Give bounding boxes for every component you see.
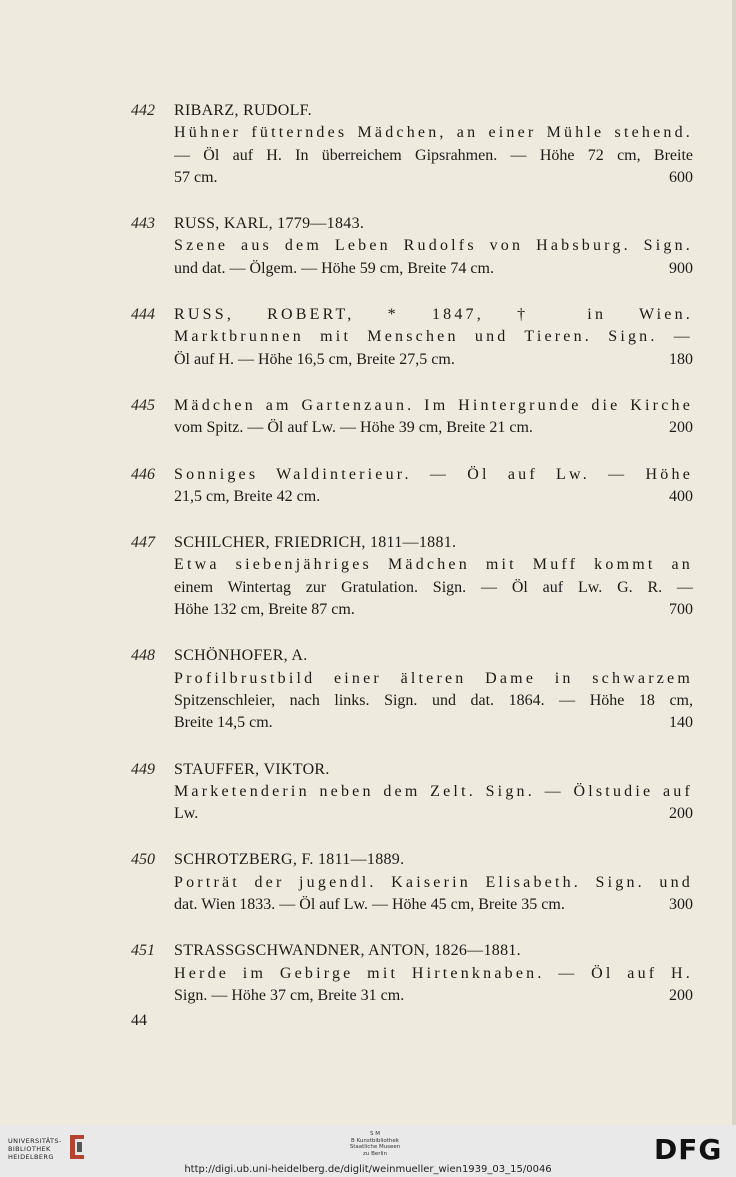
price: 400 xyxy=(669,487,693,505)
entry-text: 57 cm. xyxy=(174,168,218,186)
catalog-entry xyxy=(0,940,736,1007)
entry-text: Sign. — Höhe 37 cm, Breite 31 cm. xyxy=(174,986,405,1004)
entry-text: Marktbrunnen mit Menschen und Tieren. Sign. — xyxy=(174,328,693,346)
lot-number: 442 xyxy=(131,102,155,119)
entry-final-line xyxy=(174,349,693,371)
entry-text: Mädchen am Gartenzaun. Im Hintergrunde die Kirche xyxy=(174,396,693,414)
entry-text: Höhe 132 cm, Breite 87 cm. xyxy=(174,601,355,619)
catalog-entries xyxy=(0,100,736,1031)
entry-final-line xyxy=(174,599,693,621)
entry-final-line xyxy=(174,985,693,1007)
price: 180 xyxy=(669,350,693,368)
entry-text: Hühner fütterndes Mädchen, an einer Mühle stehend. xyxy=(174,124,693,142)
entry-final-line xyxy=(174,167,693,189)
entry-final-line xyxy=(174,486,693,508)
lot-number: 451 xyxy=(131,942,155,960)
price: 900 xyxy=(669,259,693,277)
entry-text: Profilbrustbild einer älteren Dame in schwarzem xyxy=(174,669,693,687)
artist-heading: STRASSGSCHWANDNER, ANTON, 1826—1881. xyxy=(174,942,521,960)
lot-number: 450 xyxy=(131,851,155,869)
entry-text: und dat. — Ölgem. — Höhe 59 cm, Breite 74 cm. xyxy=(174,259,494,277)
price: 140 xyxy=(669,714,693,732)
catalog-entry xyxy=(0,395,736,440)
lot-number: 443 xyxy=(131,215,155,233)
catalog-entry xyxy=(0,759,736,826)
entry-final-line xyxy=(174,803,693,825)
entry-text: RUSS, ROBERT, * 1847, † in Wien. xyxy=(174,306,693,324)
entry-final-line xyxy=(174,712,693,734)
dfg-logo: DFG xyxy=(654,1133,723,1166)
entry-text: Breite 14,5 cm. xyxy=(174,714,273,732)
entry-text: Marketenderin neben dem Zelt. Sign. — Ölstudie auf xyxy=(174,782,693,800)
kunstbibliothek-label: S M B Kunstbibliothek Staatliche Museen zu Berlin xyxy=(349,1131,401,1157)
catalog-entry xyxy=(0,645,736,734)
artist-heading: RIBARZ, RUDOLF. xyxy=(174,102,312,119)
university-library-logo: UNIVERSITÄTS- BIBLIOTHEK HEIDELBERG xyxy=(8,1137,62,1161)
page-number: 44 xyxy=(131,1012,147,1029)
entry-text: einem Wintertag zur Gratulation. Sign. — Öl auf Lw. G. R. — xyxy=(174,578,693,596)
entry-final-line xyxy=(174,417,693,439)
entry-final-line xyxy=(174,258,693,280)
catalog-entry xyxy=(0,464,736,509)
lot-number: 446 xyxy=(131,465,155,483)
entry-final-line xyxy=(174,894,693,916)
lot-number: 445 xyxy=(131,396,155,414)
entry-text: Szene aus dem Leben Rudolfs von Habsburg. Sign. xyxy=(174,237,693,255)
price: 200 xyxy=(669,986,693,1004)
lot-number: 448 xyxy=(131,647,155,665)
price: 600 xyxy=(669,168,693,186)
catalog-entry xyxy=(0,304,736,371)
catalog-entry xyxy=(0,213,736,280)
entry-text: Porträt der jugendl. Kaiserin Elisabeth. Sign. und xyxy=(174,873,693,891)
price: 300 xyxy=(669,896,693,914)
catalog-entry xyxy=(0,849,736,916)
entry-text: Sonniges Waldinterieur. — Öl auf Lw. — Höhe xyxy=(174,465,693,483)
catalog-entry xyxy=(0,100,736,189)
entry-text: Öl auf H. — Höhe 16,5 cm, Breite 27,5 cm. xyxy=(174,350,455,368)
entry-text: 21,5 cm, Breite 42 cm. xyxy=(174,487,321,505)
entry-text: vom Spitz. — Öl auf Lw. — Höhe 39 cm, Breite 21 cm. xyxy=(174,419,533,437)
lot-number: 449 xyxy=(131,760,155,778)
university-mark-icon xyxy=(66,1133,88,1161)
artist-heading: STAUFFER, VIKTOR. xyxy=(174,760,330,778)
entry-text: dat. Wien 1833. — Öl auf Lw. — Höhe 45 cm, Breite 35 cm. xyxy=(174,896,565,914)
lot-number: 447 xyxy=(131,534,155,552)
lot-number: 444 xyxy=(131,306,155,324)
source-url-link[interactable]: http://digi.ub.uni-heidelberg.de/diglit/weinmueller_wien1939_03_15/0046 xyxy=(184,1164,552,1175)
entry-text: Spitzenschleier, nach links. Sign. und dat. 1864. — Höhe 18 cm, xyxy=(174,691,693,709)
entry-text: — Öl auf H. In überreichem Gipsrahmen. — Höhe 72 cm, Breite xyxy=(174,146,693,164)
artist-heading: RUSS, KARL, 1779—1843. xyxy=(174,215,365,233)
artist-heading: SCHROTZBERG, F. 1811—1889. xyxy=(174,851,405,869)
entry-text: Herde im Gebirge mit Hirtenknaben. — Öl auf H. xyxy=(174,964,693,982)
price: 200 xyxy=(669,805,693,823)
catalog-entry xyxy=(0,532,736,621)
entry-text: Lw. xyxy=(174,805,199,823)
artist-heading: SCHÖNHOFER, A. xyxy=(174,647,308,665)
price: 200 xyxy=(669,419,693,437)
price: 700 xyxy=(669,601,693,619)
entry-text: Etwa siebenjähriges Mädchen mit Muff kommt an xyxy=(174,556,693,574)
artist-heading: SCHILCHER, FRIEDRICH, 1811—1881. xyxy=(174,534,457,552)
